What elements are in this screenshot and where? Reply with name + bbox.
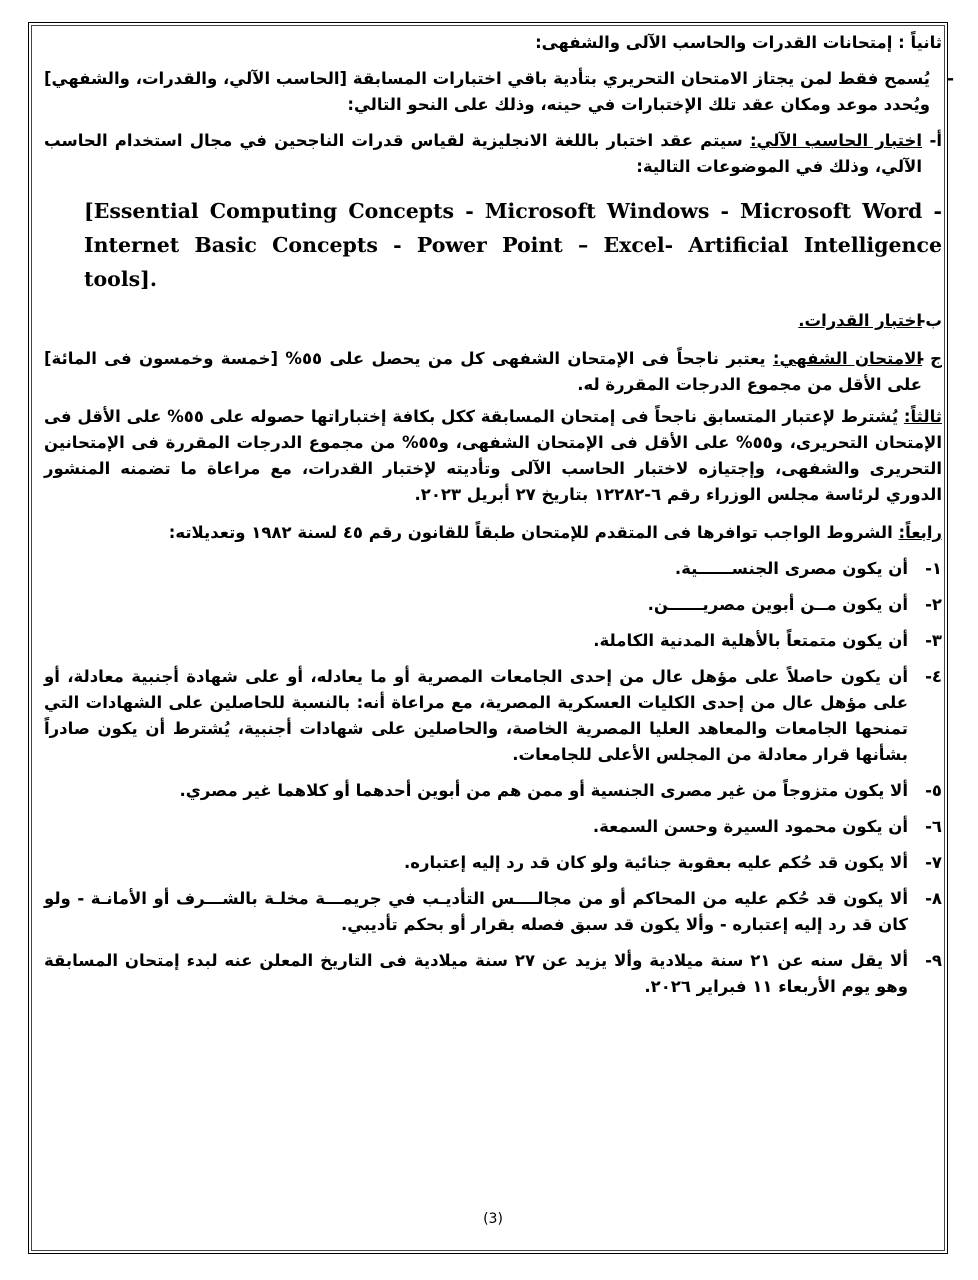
section3 bbox=[44, 404, 942, 508]
item-a bbox=[44, 128, 942, 180]
condition-number: ٤- bbox=[925, 667, 942, 686]
condition-number: ٢- bbox=[925, 595, 942, 614]
condition-item bbox=[44, 778, 942, 804]
conditions-list bbox=[44, 556, 942, 1000]
item-a-text: سيتم عقد اختبار باللغة الانجليزية لقياس قدرات الناجحين في مجال استخدام الحاسب الآلي، وذلك في الموضوعات التالية: bbox=[44, 131, 922, 176]
item-c-marker: ج - bbox=[917, 349, 942, 368]
condition-text: أن يكون متمتعاً بالأهلية المدنية الكاملة. bbox=[593, 631, 908, 650]
condition-item bbox=[44, 850, 942, 876]
item-c-text: يعتبر ناجحاً فى الإمتحان الشفهى كل من يحصل على ٥٥% [خمسة وخمسون فى المائة] على الأقل من مجموع الدرجات المقررة له. bbox=[44, 349, 922, 394]
page-number: (3) bbox=[483, 1211, 503, 1227]
condition-text: أن يكون محمود السيرة وحسن السمعة. bbox=[592, 817, 908, 836]
section2-intro bbox=[44, 66, 954, 118]
condition-item bbox=[44, 814, 942, 840]
condition-number: ٦- bbox=[925, 817, 942, 836]
condition-text: ألا يقل سنه عن ٢١ سنة ميلادية وألا يزيد عن ٢٧ سنة ميلادية فى التاريخ المعلن عنه لبدء إمتحان المسابقة وهو يوم الأربعاء ١١ فبراير ٢٠٢٦. bbox=[44, 951, 908, 996]
condition-item bbox=[44, 628, 942, 654]
condition-number: ٩- bbox=[925, 951, 942, 970]
condition-item bbox=[44, 556, 942, 582]
section3-label: ثالثاً: bbox=[903, 407, 942, 426]
condition-item bbox=[44, 592, 942, 618]
item-b bbox=[44, 308, 942, 334]
condition-item bbox=[44, 886, 942, 938]
section4-text: الشروط الواجب توافرها فى المتقدم للإمتحان طبقاً للقانون رقم ٤٥ لسنة ١٩٨٢ وتعديلاته: bbox=[168, 523, 899, 542]
item-b-label: اختبار القدرات. bbox=[798, 311, 922, 330]
item-c-label: الامتحان الشفهي: bbox=[772, 349, 923, 368]
condition-text: أن يكون مصرى الجنســــــية. bbox=[674, 559, 908, 578]
document-page bbox=[44, 30, 954, 1255]
condition-text: ألا يكون قد حُكم عليه من المحاكم أو من مجالــــس التأديـب في جريمـــة مخلـة بالشـــرف أو الأمانـة - ولو كان قد رد إليه إعتباره - وألا يكون قد سبق فصله بقرار أو بحكم تأديبي. bbox=[44, 889, 908, 934]
condition-number: ٨- bbox=[925, 889, 942, 908]
condition-text: ألا يكون قد حُكم عليه بعقوبة جنائية ولو كان قد رد إليه إعتباره. bbox=[404, 853, 908, 872]
condition-number: ٧- bbox=[925, 853, 942, 872]
section2-intro-text: يُسمح فقط لمن يجتاز الامتحان التحريري بتأدية باقي اختبارات المسابقة [الحاسب الآلي، والقدرات، والشفهي] ويُحدد موعد ومكان عقد تلك الإختبارات في حينه، وذلك على النحو التالي: bbox=[44, 69, 930, 114]
condition-number: ١- bbox=[925, 559, 942, 578]
section2-marker: - bbox=[947, 69, 954, 88]
condition-item bbox=[44, 948, 942, 1000]
condition-text: أن يكون حاصلاً على مؤهل عال من إحدى الجامعات المصرية أو ما يعادله، أو على شهادة أجنبية معادلة، أو على مؤهل عال من إحدى الكليات العسكرية المصرية، مع مراعاة أنه: بالنسبة للحاصلين على الشهادات التي تمنحها الجامعات والمعاهد العليا المصرية الخاصة، والحاصلين على شهادات أجنبية، يُشترط أن يكون صادراً بشأنها قرار معادلة من المجلس الأعلى للجامعات. bbox=[44, 667, 908, 764]
condition-number: ٣- bbox=[925, 631, 942, 650]
item-c bbox=[44, 346, 942, 398]
section2-title: ثانياً : إمتحانات القدرات والحاسب الآلى والشفهى: bbox=[535, 33, 942, 52]
section4-label: رابعاً: bbox=[898, 523, 942, 542]
condition-number: ٥- bbox=[925, 781, 942, 800]
section3-text: يُشترط لإعتبار المتسابق ناجحاً فى إمتحان المسابقة ككل بكافة إختباراتها حصوله على ٥٥% على الأقل فى الإمتحان التحريرى، و٥٥% على الأقل فى الإمتحان الشفهى، و٥٥% من مجموع الدرجات المقررة فى الإمتحانين التحريرى والشفهى، وإجتيازه لاختبار الحاسب الآلى وتأديته لإختبار القدرات، مع مراعاة ما تضمنه المنشور الدوري لرئاسة مجلس الوزراء رقم ٦-١٢٢٨٢ بتاريخ ٢٧ أبريل ٢٠٢٣. bbox=[44, 407, 942, 504]
computer-topics-list: [Essential Computing Concepts - Microsoft Windows - Microsoft Word - Internet Basic Concepts - Power Point – Excel- Artificial Intelligence tools]. bbox=[84, 199, 942, 291]
item-b-marker: ب- bbox=[918, 311, 942, 330]
item-a-label: اختبار الحاسب الآلي: bbox=[749, 131, 923, 150]
condition-text: أن يكون مــن أبوين مصريــــــن. bbox=[647, 595, 908, 614]
condition-item bbox=[44, 664, 942, 768]
condition-text: ألا يكون متزوجاً من غير مصرى الجنسية أو ممن هم من أبوين أحدهما أو كلاهما غير مصري. bbox=[179, 781, 908, 800]
section4 bbox=[44, 520, 942, 546]
item-a-marker: أ- bbox=[929, 131, 942, 150]
